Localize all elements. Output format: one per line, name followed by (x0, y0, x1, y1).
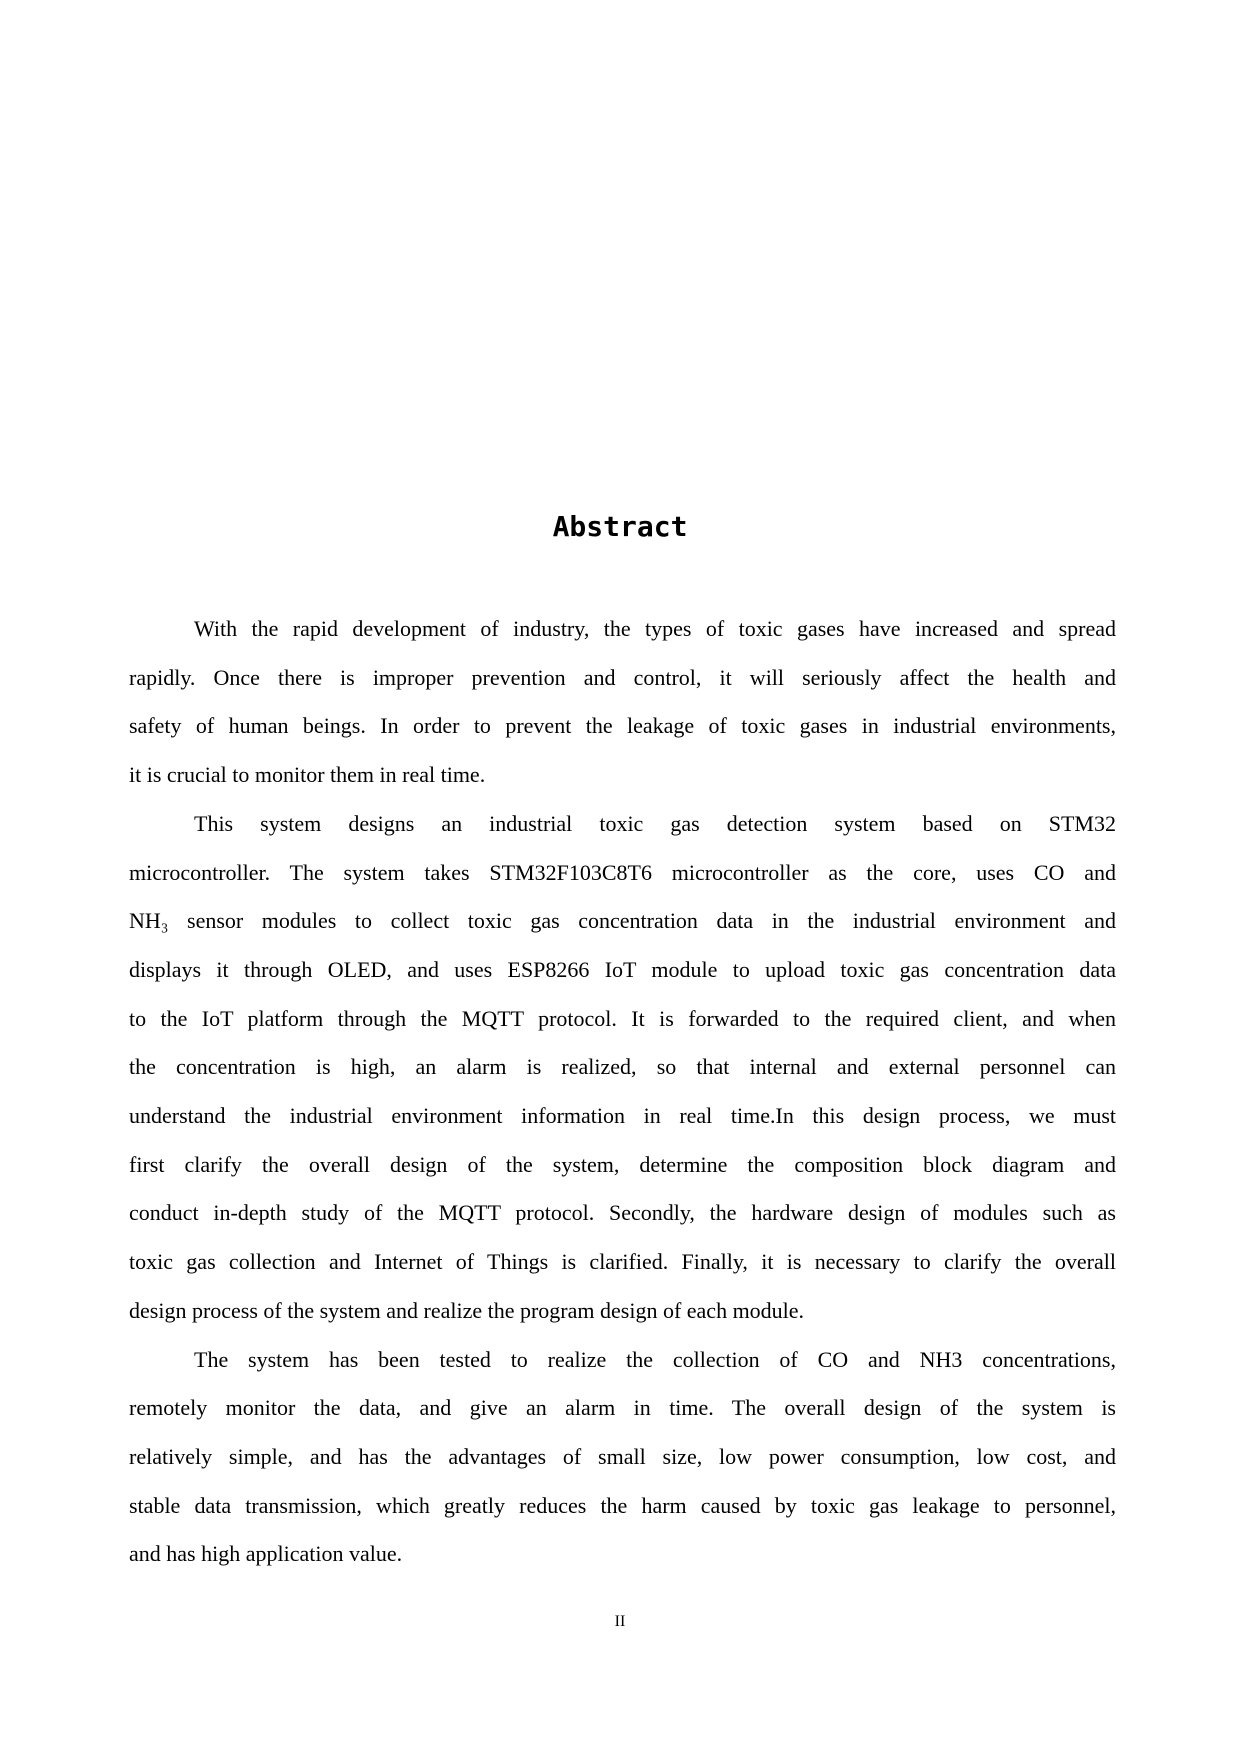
text-line: the concentration is high, an alarm is realized, so that internal and external personnel can (129, 1054, 1116, 1080)
text-line: The system has been tested to realize the collection of CO and NH3 concentrations, (194, 1346, 1116, 1372)
text-line: it is crucial to monitor them in real time. (129, 762, 486, 788)
text-line: and has high application value. (129, 1541, 403, 1567)
abstract-paragraph (129, 800, 1116, 1336)
abstract-paragraph (129, 605, 1116, 800)
text-line: first clarify the overall design of the system, determine the composition block diagram and (129, 1151, 1116, 1177)
text-line: safety of human beings. In order to prevent the leakage of toxic gases in industrial environments, (129, 713, 1116, 739)
text-line: microcontroller. The system takes STM32F103C8T6 microcontroller as the core, uses CO and (129, 859, 1116, 885)
text-line: displays it through OLED, and uses ESP8266 IoT module to upload toxic gas concentration data (129, 956, 1116, 982)
text-line: relatively simple, and has the advantages of small size, low power consumption, low cost, and (129, 1443, 1116, 1469)
abstract-body (129, 605, 1116, 1579)
text-line: NH₃ sensor modules to collect toxic gas concentration data in the industrial environment and (129, 908, 1116, 934)
page-number: II (614, 1613, 626, 1630)
text-line: toxic gas collection and Internet of Things is clarified. Finally, it is necessary to clarify the overall (129, 1249, 1116, 1275)
text-line: stable data transmission, which greatly reduces the harm caused by toxic gas leakage to personnel, (129, 1492, 1116, 1518)
text-line: conduct in-depth study of the MQTT protocol. Secondly, the hardware design of modules such as (129, 1200, 1116, 1226)
text-line: This system designs an industrial toxic gas detection system based on STM32 (194, 810, 1116, 836)
text-line: to the IoT platform through the MQTT protocol. It is forwarded to the required client, and when (129, 1005, 1116, 1031)
page-title: Abstract (552, 510, 688, 543)
text-line: With the rapid development of industry, the types of toxic gases have increased and spread (194, 616, 1116, 641)
text-line: remotely monitor the data, and give an alarm in time. The overall design of the system is (129, 1395, 1116, 1421)
abstract-paragraph (129, 1336, 1116, 1580)
text-line: understand the industrial environment information in real time.In this design process, we must (129, 1103, 1116, 1129)
text-line: design process of the system and realize the program design of each module. (129, 1297, 805, 1323)
text-line: rapidly. Once there is improper prevention and control, it will seriously affect the health and (129, 664, 1116, 690)
